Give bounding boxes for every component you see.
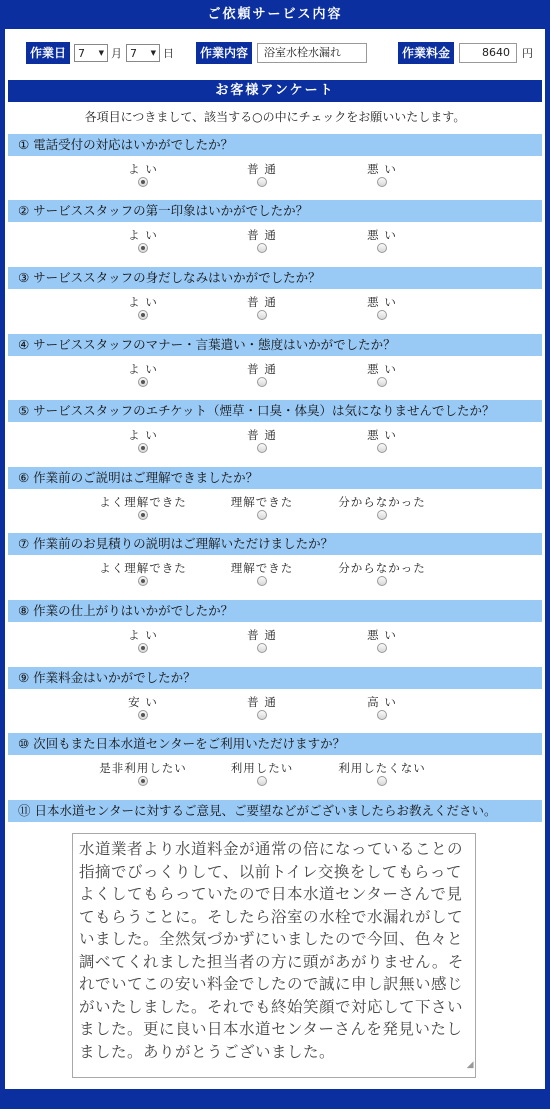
radio-button[interactable] [138, 443, 148, 453]
day-select[interactable] [126, 44, 160, 62]
radio-button[interactable] [377, 643, 387, 653]
radio-button[interactable] [257, 377, 267, 387]
option-label: 利用したい [230, 761, 294, 775]
question-label: ① 電話受付の対応はいかがでしたか？ [8, 134, 542, 156]
radio-button[interactable] [257, 243, 267, 253]
radio-button[interactable] [138, 576, 148, 586]
dropdown-arrow-icon: ▼ [150, 49, 157, 57]
service-header: ご依頼サービス内容 [0, 0, 550, 29]
question-label: ② サービススタッフの第一印象はいかがでしたか？ [8, 200, 542, 222]
work-fee-label: 作業料金 [398, 42, 454, 64]
option-label: 分からなかった [338, 561, 426, 575]
footer-bar [0, 1089, 550, 1109]
work-content-label: 作業内容 [196, 42, 252, 64]
question-11-label: ⑪ 日本水道センターに対するご意見、ご要望などがございましたらお教えください。 [8, 800, 542, 822]
radio-button[interactable] [377, 710, 387, 720]
option-label: 普 通 [247, 428, 277, 442]
radio-button[interactable] [377, 243, 387, 253]
option-label: よ い [128, 362, 158, 376]
dropdown-arrow-icon: ▼ [98, 49, 105, 57]
day-value: 7 [130, 46, 138, 60]
option-label: 分からなかった [338, 495, 426, 509]
radio-button[interactable] [377, 377, 387, 387]
option-label: よ い [128, 228, 158, 242]
radio-button[interactable] [257, 576, 267, 586]
question-label: ⑥ 作業前のご説明はご理解できましたか？ [8, 467, 542, 489]
radio-button[interactable] [377, 177, 387, 187]
option-label: 悪 い [367, 428, 397, 442]
question-label: ⑩ 次回もまた日本水道センターをご利用いただけますか？ [8, 733, 542, 755]
option-label: よく理解できた [99, 495, 187, 509]
option-label: 普 通 [247, 362, 277, 376]
option-label: 理解できた [230, 561, 294, 575]
option-label: よく理解できた [99, 561, 187, 575]
option-label: よ い [128, 628, 158, 642]
radio-button[interactable] [138, 776, 148, 786]
survey-intro: 各項目につきまして、該当する○の中にチェックをお願いいたします。 [84, 110, 466, 124]
radio-button[interactable] [257, 776, 267, 786]
radio-button[interactable] [377, 576, 387, 586]
option-label: 悪 い [367, 628, 397, 642]
month-select[interactable] [74, 44, 108, 62]
work-fee-unit: 円 [522, 47, 534, 60]
radio-button[interactable] [257, 510, 267, 520]
radio-button[interactable] [138, 310, 148, 320]
work-fee-row [398, 40, 533, 66]
radio-button[interactable] [138, 177, 148, 187]
radio-button[interactable] [257, 310, 267, 320]
month-unit: 月 [111, 47, 123, 60]
radio-button[interactable] [257, 177, 267, 187]
option-label: 悪 い [367, 295, 397, 309]
question-label: ③ サービススタッフの身だしなみはいかがでしたか？ [8, 267, 542, 289]
option-label: 悪 い [367, 162, 397, 176]
option-label: 悪 い [367, 362, 397, 376]
radio-button[interactable] [377, 776, 387, 786]
radio-button[interactable] [138, 710, 148, 720]
option-label: 普 通 [247, 162, 277, 176]
radio-button[interactable] [138, 243, 148, 253]
option-label: 普 通 [247, 628, 277, 642]
question-label: ④ サービススタッフのマナー・言葉遣い・態度はいかがでしたか？ [8, 334, 542, 356]
radio-button[interactable] [138, 510, 148, 520]
option-label: よ い [128, 295, 158, 309]
work-content-field[interactable]: 浴室水栓水漏れ [257, 43, 367, 63]
radio-button[interactable] [377, 310, 387, 320]
option-label: 利用したくない [338, 761, 426, 775]
option-label: よ い [128, 428, 158, 442]
question-label: ⑧ 作業の仕上がりはいかがでしたか？ [8, 600, 542, 622]
work-date-label: 作業日 [26, 42, 70, 64]
option-label: 普 通 [247, 295, 277, 309]
question-label: ⑤ サービススタッフのエチケット（煙草・口臭・体臭）は気になりませんでしたか？ [8, 400, 542, 422]
question-label: ⑦ 作業前のお見積りの説明はご理解いただけましたか？ [8, 533, 542, 555]
option-label: 高 い [367, 695, 397, 709]
option-label: よ い [128, 162, 158, 176]
survey-header: お客様アンケート [8, 80, 542, 102]
radio-button[interactable] [138, 377, 148, 387]
work-fee-field[interactable]: 8640 [459, 43, 517, 63]
work-content-row [196, 40, 367, 66]
option-label: 悪 い [367, 228, 397, 242]
option-label: 是非利用したい [99, 761, 187, 775]
work-date-row [26, 40, 174, 66]
radio-button[interactable] [257, 643, 267, 653]
comment-text: 水道業者より水道料金が通常の倍になっていることの指摘でびっくりして、以前トイレ交換をしてもらってよくしてもらっていたので日本水道センターさんで見てもらうことに。そしたら浴室の水栓で水漏れがしていました。全然気づかずにいましたので今回、色々と調べてくれました担当者の方に頭があがりません。それでいてこの安い料金でしたので誠に申し訳無い感じがいたしました。それでも終始笑顔で対応して下さいました。更に良い日本水道センターさんを発見いたしました。ありがとうございました。 [79, 840, 464, 1061]
month-value: 7 [78, 46, 86, 60]
radio-button[interactable] [377, 443, 387, 453]
question-label: ⑨ 作業料金はいかがでしたか？ [8, 667, 542, 689]
option-label: 普 通 [247, 228, 277, 242]
resize-grip-icon: ◢ [466, 1059, 474, 1070]
day-unit: 日 [163, 47, 175, 60]
radio-button[interactable] [257, 443, 267, 453]
option-label: 理解できた [230, 495, 294, 509]
comment-textarea[interactable] [72, 833, 476, 1078]
option-label: 安 い [128, 695, 158, 709]
option-label: 普 通 [247, 695, 277, 709]
radio-button[interactable] [138, 643, 148, 653]
radio-button[interactable] [257, 710, 267, 720]
radio-button[interactable] [377, 510, 387, 520]
